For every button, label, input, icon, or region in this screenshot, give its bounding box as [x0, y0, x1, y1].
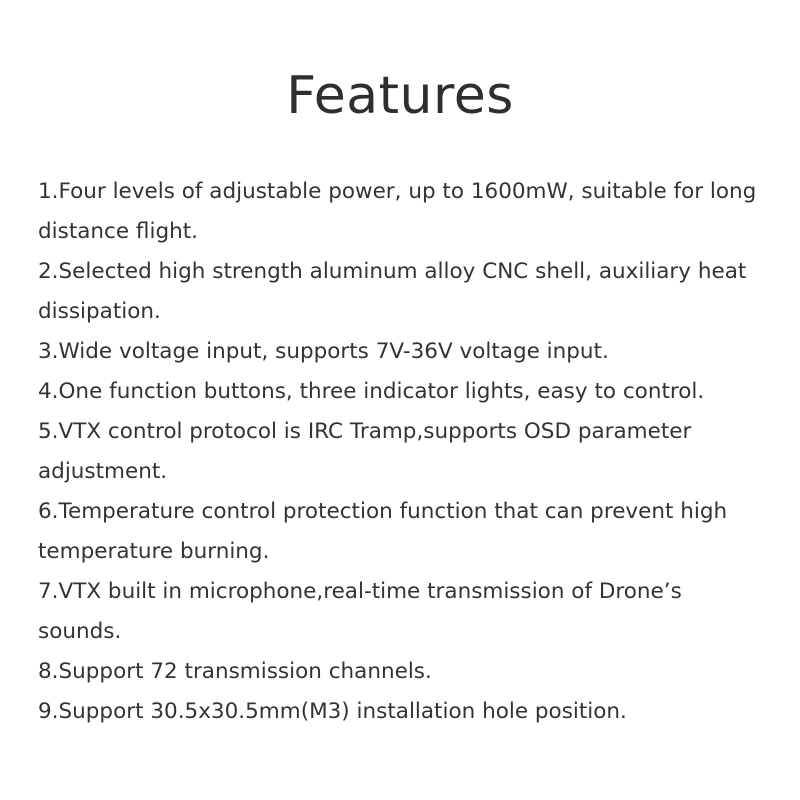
feature-item: 2.Selected high strength aluminum alloy CNC shell, auxiliary heat dissipation. — [38, 259, 747, 324]
feature-item: 8.Support 72 transmission channels. — [38, 659, 432, 684]
feature-item: 3.Wide voltage input, supports 7V-36V voltage input. — [38, 339, 609, 364]
page-title: Features — [286, 66, 514, 126]
feature-item: 6.Temperature control protection function that can prevent high temperature burning. — [38, 499, 728, 564]
feature-item: 9.Support 30.5x30.5mm(M3) installation hole position. — [38, 699, 627, 724]
feature-item: 4.One function buttons, three indicator lights, easy to control. — [38, 379, 705, 404]
feature-item: 5.VTX control protocol is IRC Tramp,supports OSD parameter adjustment. — [38, 419, 692, 484]
feature-item: 1.Four levels of adjustable power, up to 1600mW, suitable for long distance flight. — [38, 179, 757, 244]
feature-list — [38, 172, 768, 732]
feature-item: 7.VTX built in microphone,real-time transmission of Drone’s sounds. — [38, 579, 682, 644]
